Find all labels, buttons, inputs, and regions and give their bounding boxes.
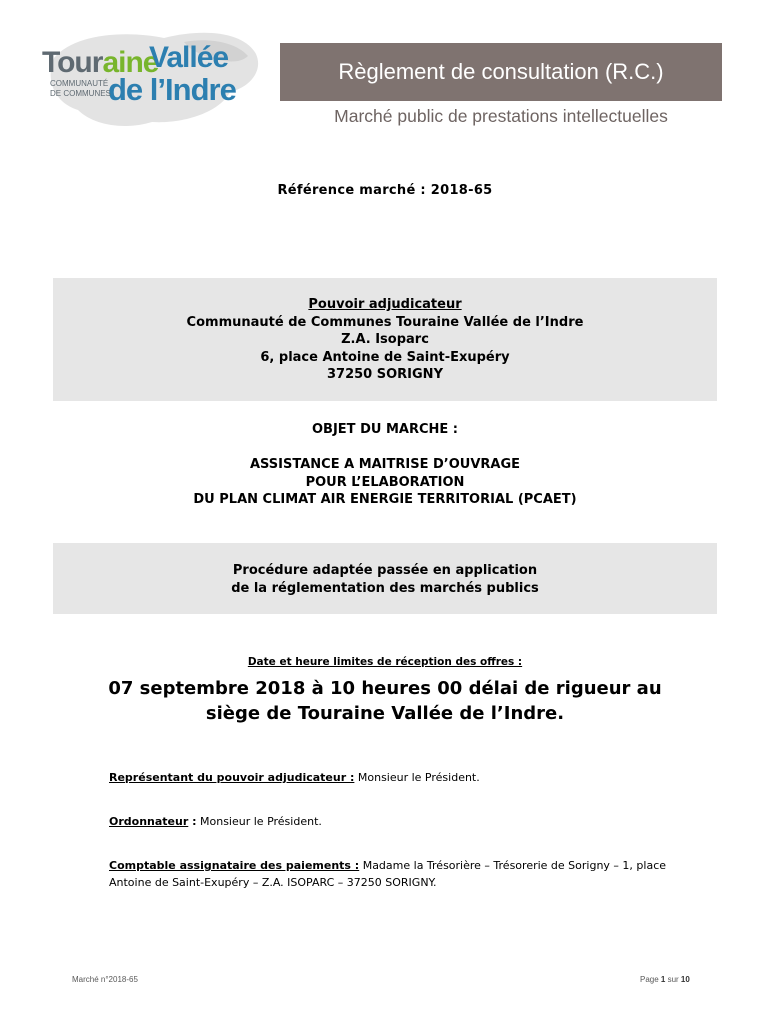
pouvoir-line: Z.A. Isoparc — [341, 332, 429, 347]
representant-label: Représentant du pouvoir adjudicateur : — [109, 771, 355, 784]
pouvoir-adjudicateur-block — [0, 296, 770, 384]
footer-reference: Marché n°2018-65 — [72, 975, 138, 984]
logo — [34, 28, 262, 138]
procedure-line: de la réglementation des marchés publics — [231, 580, 539, 596]
logo-word-vallee: Vallée — [149, 41, 229, 74]
document-title-band — [280, 43, 722, 101]
deadline-label: Date et heure limites de réception des offres : — [247, 656, 523, 668]
pouvoir-heading: Pouvoir adjudicateur — [308, 297, 462, 312]
objet-line: ASSISTANCE A MAITRISE D’OUVRAGE — [249, 457, 521, 472]
reference-marche: Référence marché : 2018-65 — [277, 183, 493, 198]
pouvoir-line: 6, place Antoine de Saint-Exupéry — [260, 349, 510, 365]
comptable-value: Madame la Trésorière – Trésorerie de Sorigny – 1, place Antoine de Saint-Exupéry – Z.A. ISOPARC – 37250 SORIGNY. — [109, 859, 667, 889]
comptable-paragraph — [109, 857, 709, 891]
logo-tagline-line2: DE COMMUNES — [50, 89, 111, 98]
comptable-label: Comptable assignataire des paiements : — [109, 859, 360, 872]
deadline-block — [0, 676, 770, 726]
ordonnateur-separator: : — [188, 815, 197, 828]
objet-line: POUR L’ELABORATION — [305, 474, 465, 490]
procedure-block — [0, 562, 770, 597]
document-title: Règlement de consultation (R.C.) — [338, 59, 664, 84]
objet-line: DU PLAN CLIMAT AIR ENERGIE TERRITORIAL (PCAET) — [193, 492, 577, 507]
document-subtitle: Marché public de prestations intellectuelles — [334, 106, 668, 126]
pouvoir-line: Communauté de Communes Touraine Vallée de l’Indre — [186, 314, 584, 330]
logo-tagline — [50, 79, 111, 99]
ordonnateur-value: Monsieur le Président. — [196, 815, 322, 828]
footer-page-number: Page 1 sur 10 — [640, 975, 690, 984]
representant-value: Monsieur le Président. — [354, 771, 480, 784]
procedure-line: Procédure adaptée passée en application — [232, 563, 538, 578]
pouvoir-line: 37250 SORIGNY — [327, 367, 443, 382]
representant-paragraph — [109, 769, 709, 786]
ordonnateur-label: Ordonnateur — [109, 815, 189, 828]
logo-tagline-line1: COMMUNAUTÉ — [50, 79, 109, 88]
ordonnateur-paragraph — [109, 813, 709, 830]
objet-block — [0, 456, 770, 509]
objet-heading: OBJET DU MARCHE : — [312, 422, 458, 437]
deadline-line: 07 septembre 2018 à 10 heures 00 délai de rigueur au — [108, 678, 662, 699]
logo-word-de-l-indre: de l’Indre — [108, 72, 236, 107]
deadline-line: siège de Touraine Vallée de l’Indre. — [205, 703, 565, 724]
logo-word-touraine: Touraine — [42, 46, 159, 79]
